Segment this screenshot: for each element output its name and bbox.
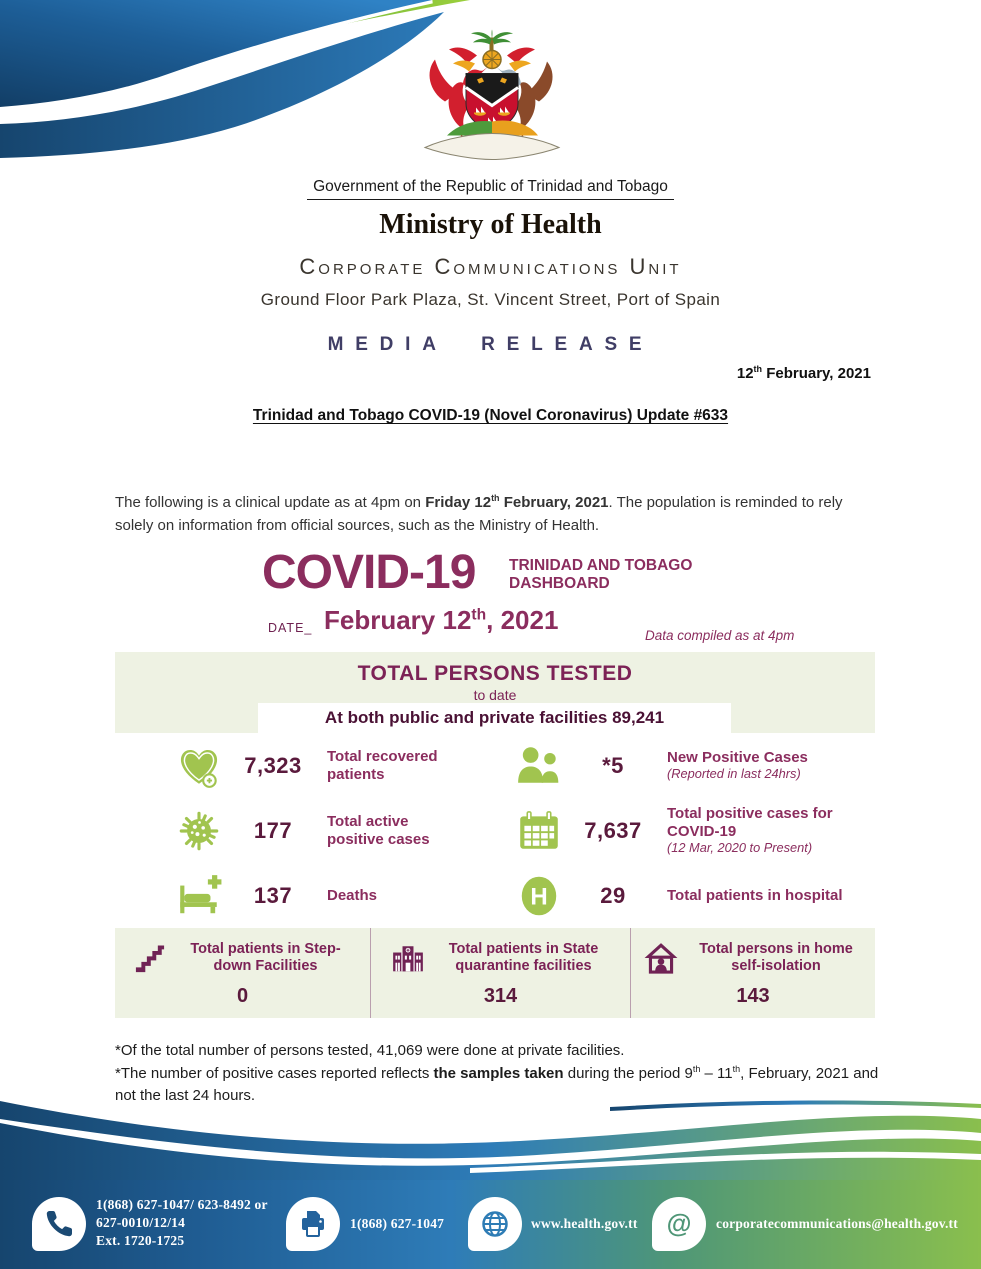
intro-bold-day: Friday 12 bbox=[425, 494, 492, 511]
bottom-wave-decoration bbox=[0, 1099, 981, 1180]
phone-numbers bbox=[96, 1196, 268, 1251]
intro-pre: The following is a clinical update as at 4pm on bbox=[115, 494, 426, 511]
dashboard-title: COVID-19 bbox=[262, 546, 476, 599]
stat-label: Total recovered patients bbox=[327, 748, 438, 783]
media-release-heading: MEDIA RELEASE bbox=[327, 334, 654, 355]
ministry-title: Ministry of Health bbox=[379, 209, 602, 240]
footnote-2-post: , February, 2021 and not the last 24 hours. bbox=[115, 1064, 879, 1104]
dashboard-subtitle-line1: TRINIDAD AND TOBAGO bbox=[509, 557, 693, 574]
stat-deaths bbox=[115, 863, 495, 928]
fax-icon bbox=[286, 1197, 340, 1251]
footnote-2-sup1: th bbox=[692, 1063, 701, 1074]
stat-value: 177 bbox=[253, 817, 293, 843]
footnote-2-mid1: during the period 9 bbox=[563, 1064, 693, 1082]
svg-text:H: H bbox=[530, 882, 548, 910]
stairs-icon bbox=[132, 940, 168, 976]
stats-grid bbox=[115, 733, 875, 928]
footnote-2-bold: the samples taken bbox=[433, 1064, 564, 1082]
hospital-bed-icon bbox=[173, 870, 225, 922]
stat-label bbox=[661, 805, 875, 855]
stat-value: 7,323 bbox=[244, 752, 302, 778]
facility-stepdown bbox=[115, 928, 370, 1018]
heart-icon bbox=[173, 740, 225, 792]
virus-icon bbox=[173, 805, 225, 857]
intro-bold-rest: February, 2021 bbox=[499, 494, 609, 511]
facility-label: Total patients in State quarantine facilities bbox=[448, 940, 599, 974]
intro-bold-suffix: th bbox=[491, 493, 500, 503]
government-line: Government of the Republic of Trinidad and Tobago bbox=[307, 178, 674, 200]
stat-value: 29 bbox=[600, 882, 626, 908]
footnotes bbox=[115, 1040, 887, 1108]
facility-home-isolation bbox=[630, 928, 875, 1018]
letterhead bbox=[0, 178, 981, 310]
stat-recovered bbox=[115, 733, 495, 798]
fax-number: 1(868) 627-1047 bbox=[350, 1216, 445, 1231]
address-line: Ground Floor Park Plaza, St. Vincent Street, Port of Spain bbox=[260, 290, 721, 309]
footnote-2-sup2: th bbox=[732, 1063, 741, 1074]
phone-line3: Ext. 1720-1725 bbox=[96, 1233, 185, 1249]
stat-label: Total active positive cases bbox=[327, 813, 430, 848]
facility-value: 314 bbox=[483, 985, 518, 1007]
stat-label bbox=[661, 749, 875, 782]
dashboard-subtitle-line2: DASHBOARD bbox=[509, 574, 610, 592]
quarantine-building-icon bbox=[390, 940, 426, 976]
footnote-2-mid2: – 11 bbox=[700, 1064, 733, 1082]
website-link[interactable]: www.health.gov.tt bbox=[531, 1216, 638, 1231]
tested-banner: At both public and private facilities 89,241 bbox=[258, 703, 731, 733]
footnote-1: *Of the total number of persons tested, 41,069 were done at private facilities. bbox=[115, 1042, 625, 1059]
data-compiled-note: Data compiled as at 4pm bbox=[645, 628, 795, 643]
stat-label: Deaths bbox=[327, 886, 378, 904]
dashboard-date-rest: , 2021 bbox=[486, 605, 559, 635]
stat-new-positive bbox=[495, 733, 875, 798]
stat-in-hospital bbox=[495, 863, 875, 928]
unit-line: Corporate Communications Unit bbox=[299, 254, 682, 279]
tested-heading: TOTAL PERSONS TESTED bbox=[357, 662, 633, 685]
svg-text:@: @ bbox=[666, 1210, 692, 1239]
stat-label-text: Total positive cases for COVID-19 bbox=[667, 805, 833, 840]
phone-icon bbox=[32, 1197, 86, 1251]
facility-quarantine bbox=[370, 928, 630, 1018]
dashboard-date-suffix: th bbox=[471, 606, 487, 624]
intro-paragraph bbox=[115, 491, 877, 538]
facility-value: 143 bbox=[736, 985, 770, 1007]
home-isolation-icon bbox=[643, 940, 679, 976]
footer-contact-bar bbox=[0, 1180, 981, 1269]
release-date bbox=[737, 365, 871, 382]
dashboard-subtitle bbox=[509, 557, 692, 593]
stat-total-positive bbox=[495, 798, 875, 863]
globe-icon bbox=[468, 1197, 522, 1251]
stat-label-text: New Positive Cases bbox=[667, 749, 808, 767]
release-date-day: 12 bbox=[736, 365, 754, 382]
stat-note: (Reported in last 24hrs) bbox=[667, 766, 801, 782]
stat-value: 137 bbox=[253, 882, 293, 908]
phone-line1: 1(868) 627-1047/ 623-8492 or bbox=[96, 1197, 268, 1212]
facility-label: Total patients in Step-down Facilities bbox=[190, 940, 341, 974]
hospital-h-icon bbox=[513, 870, 565, 922]
dashboard-date-label: DATE_ bbox=[268, 621, 313, 635]
dashboard-date-main: February 12 bbox=[324, 605, 472, 635]
intro-post: . The population is reminded to rely solely on information from official sources, such as the Ministry of Health. bbox=[115, 494, 843, 535]
tested-subheading: to date bbox=[473, 687, 517, 703]
phone-line2: 627-0010/12/14 bbox=[96, 1215, 186, 1231]
facility-value: 0 bbox=[236, 985, 249, 1007]
stat-label: Total patients in hospital bbox=[667, 886, 843, 904]
update-title: Trinidad and Tobago COVID-19 (Novel Coronavirus) Update #633 bbox=[252, 407, 729, 424]
email-icon bbox=[652, 1197, 706, 1251]
stat-value: 7,637 bbox=[584, 817, 642, 843]
people-icon bbox=[513, 740, 565, 792]
stat-active bbox=[115, 798, 495, 863]
email-link[interactable]: corporatecommunications@health.gov.tt bbox=[716, 1216, 958, 1231]
coat-of-arms bbox=[417, 28, 567, 176]
release-date-suffix: th bbox=[753, 364, 763, 374]
calendar-icon bbox=[513, 805, 565, 857]
facility-label: Total persons in home self-isolation bbox=[699, 940, 853, 974]
stat-value: *5 bbox=[602, 752, 624, 778]
footnote-2-pre: *The number of positive cases reported reflects bbox=[115, 1064, 434, 1082]
stat-note: (12 Mar, 2020 to Present) bbox=[667, 839, 813, 855]
dashboard-date bbox=[324, 605, 558, 636]
facilities-panel bbox=[115, 928, 875, 1018]
release-date-rest: February, 2021 bbox=[762, 365, 871, 382]
